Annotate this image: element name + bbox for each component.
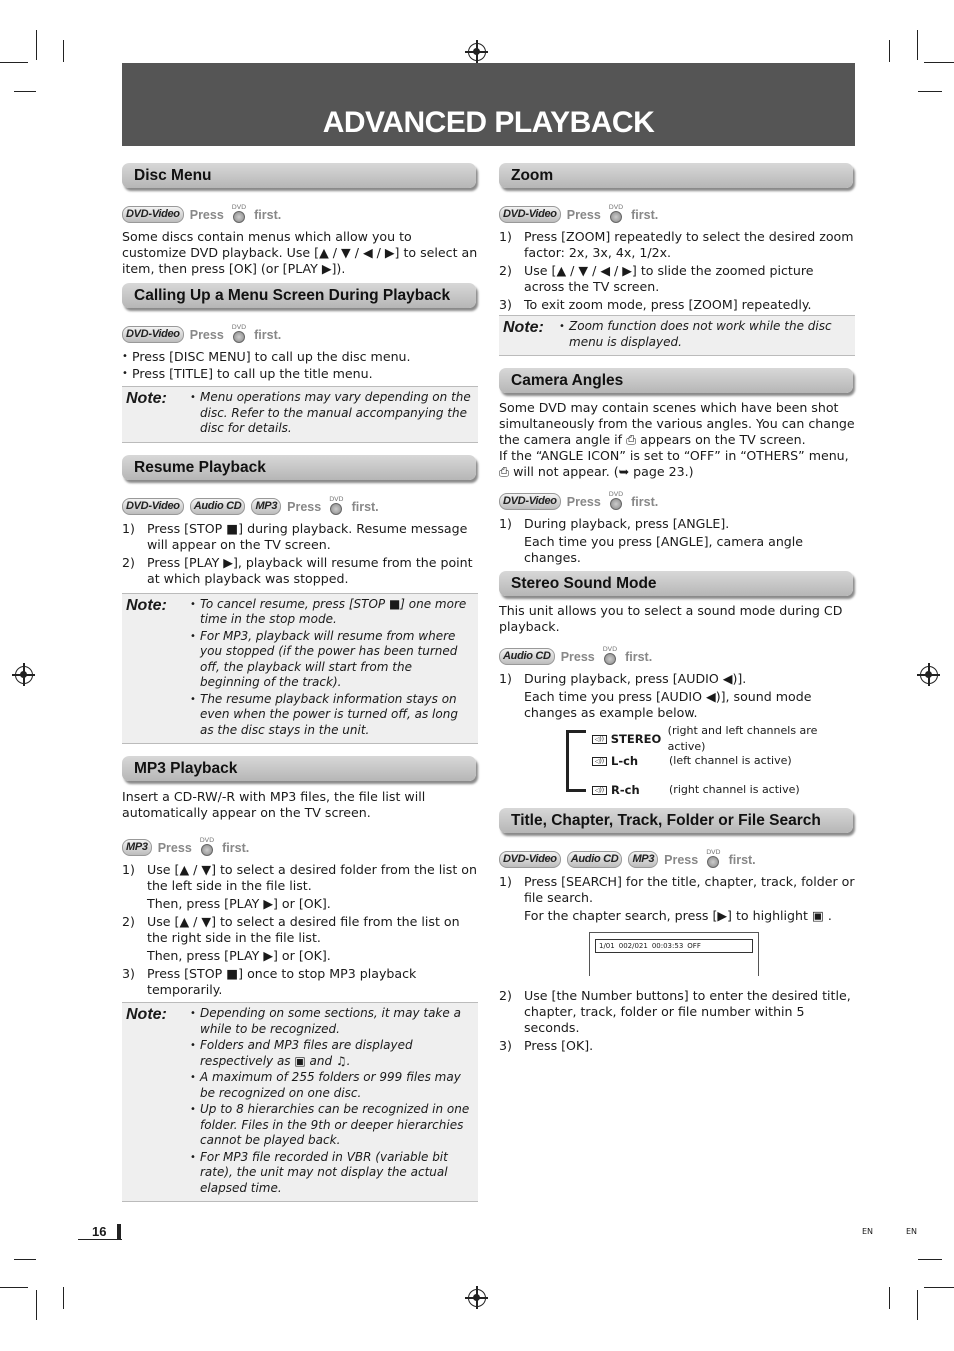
osd-repeat: OFF (687, 942, 701, 950)
dvd-button-icon: DVD (200, 836, 214, 856)
press-first-line (122, 489, 478, 515)
press-first-line (499, 484, 855, 510)
press-first-line (122, 830, 478, 856)
dvd-video-badge: DVD-Video (122, 206, 184, 223)
step-sub: For the chapter search, press [▶] to highlight ▣ . (524, 908, 832, 923)
stereo-text: This unit allows you to select a sound mode during CD playback. (499, 603, 843, 634)
search-osd-illustration (589, 932, 759, 980)
press-label: Press (560, 650, 595, 664)
section-heading-search: Title, Chapter, Track, Folder or File Search (499, 808, 853, 833)
crop-mark (0, 1287, 28, 1288)
left-column (122, 163, 478, 1202)
first-label: first. (254, 328, 282, 342)
page-number-bar (117, 1224, 121, 1239)
step-item: 3) To exit zoom mode, press [ZOOM] repeatedly. (499, 297, 812, 312)
crop-mark (889, 1287, 890, 1309)
step-item: 1) During playback, press [ANGLE]. (499, 516, 730, 531)
step-item: 1) Press [ZOOM] repeatedly to select the desired zoom factor: 2x, 3x, 4x, 1/2x. (499, 229, 854, 260)
audio-cd-badge: Audio CD (567, 851, 623, 868)
first-label: first. (631, 208, 659, 222)
audio-cd-badge: Audio CD (499, 648, 555, 665)
step-sub: Then, press [PLAY ▶] or [OK]. (147, 896, 331, 911)
step-item: 2) Press [PLAY ▶], playback will resume from the point at which playback was stopped. (122, 554, 473, 586)
press-label: Press (566, 495, 601, 509)
crop-mark (917, 1290, 918, 1320)
crop-mark (918, 1259, 942, 1260)
crop-mark (36, 1290, 37, 1320)
step-item: 1) Press [SEARCH] for the title, chapter, track, folder or file search. (499, 874, 855, 905)
language-tag: EN (906, 1227, 918, 1236)
crop-mark (917, 30, 918, 60)
audio-cd-badge: Audio CD (190, 498, 246, 515)
mp3-badge: MP3 (251, 498, 281, 515)
step-sub: Each time you press [ANGLE], camera angle changes. (524, 534, 804, 565)
step-item: 3) Press [OK]. (499, 1038, 594, 1053)
page-number-rule (78, 1239, 122, 1240)
crop-mark (918, 91, 942, 92)
dvd-video-badge: DVD-Video (122, 498, 184, 515)
press-label: Press (189, 208, 224, 222)
page-title: ADVANCED PLAYBACK (322, 106, 655, 139)
press-label: Press (189, 328, 224, 342)
press-label: Press (664, 853, 699, 867)
crop-mark (36, 30, 37, 60)
sound-mode-row: ◁)) R-ch (right channel is active) (592, 782, 800, 798)
press-first-line (499, 197, 855, 223)
step-item: 2) Use [▲ / ▼] to select a desired file from the list on the right side in the file list. (122, 914, 460, 945)
list-item: • Press [TITLE] to call up the title menu. (122, 366, 478, 382)
note-item: • Depending on some sections, it may take a while to be recognized. (190, 1006, 474, 1037)
section-heading-stereo: Stereo Sound Mode (499, 571, 853, 596)
dvd-button-icon: DVD (609, 203, 623, 223)
osd-bar (595, 939, 753, 953)
page-number: 16 (92, 1224, 107, 1239)
dvd-video-badge: DVD-Video (499, 851, 561, 868)
note-item: • The resume playback information stays on even when the power is turned off, as long as the disc stays in the unit. (190, 692, 474, 739)
press-label: Press (287, 499, 322, 514)
note-item: • For MP3, playback will resume from where you stopped (if the power has been turned off, the playback will start from the beginning of the track). (190, 629, 474, 691)
dvd-video-badge: DVD-Video (499, 493, 561, 510)
section-heading-disc-menu: Disc Menu (122, 163, 476, 188)
section-heading-camera-angles: Camera Angles (499, 368, 853, 393)
right-column (499, 163, 855, 1056)
step-sub: Each time you press [AUDIO ◀)], sound mode changes as example below. (524, 689, 812, 720)
dvd-button-icon: DVD (232, 203, 246, 223)
registration-mark-icon (468, 43, 486, 61)
dvd-button-icon: DVD (603, 645, 617, 665)
registration-mark-icon (15, 666, 33, 684)
step-item: 3) Press [STOP ■] once to stop MP3 playback temporarily. (122, 966, 417, 997)
sound-mode-row: ◁)) L-ch (left channel is active) (592, 753, 792, 769)
press-first-line (499, 842, 855, 868)
registration-mark-icon (468, 1289, 486, 1307)
note-item: • Zoom function does not work while the disc menu is displayed. (559, 319, 851, 350)
cycle-arrow-icon (566, 730, 586, 792)
disc-menu-text: Some discs contain menus which allow you to customize DVD playback. Use [▲ / ▼ / ◀ / ▶] to select an item, then press [OK] (or [PLAY ▶]). (122, 229, 478, 276)
sound-mode-diagram (499, 723, 855, 799)
dvd-button-icon: DVD (706, 848, 720, 868)
note-box (499, 315, 855, 356)
sound-mode-row: ◁)) STEREO (right and left channels are active) (592, 723, 855, 755)
note-label: Note: (503, 319, 544, 336)
note-label: Note: (126, 1006, 167, 1023)
dvd-button-icon: DVD (609, 490, 623, 510)
section-heading-calling-menu: Calling Up a Menu Screen During Playback (122, 283, 476, 308)
mp3-badge: MP3 (122, 839, 152, 856)
note-item: • A maximum of 255 folders or 999 files may be recognized on one disc. (190, 1070, 474, 1101)
osd-time: 00:03:53 (651, 942, 684, 950)
crop-mark (63, 40, 64, 62)
crop-mark (924, 62, 954, 63)
note-label: Note: (126, 390, 167, 407)
osd-chapter: 002/021 (618, 942, 648, 950)
language-tag: EN (862, 1227, 874, 1236)
step-sub: Then, press [PLAY ▶] or [OK]. (147, 948, 331, 963)
step-item: 2) Use [the Number buttons] to enter the desired title, chapter, track, folder or file number within 5 seconds. (499, 988, 851, 1035)
mp3-intro-text: Insert a CD-RW/-R with MP3 files, the file list will automatically appear on the TV screen. (122, 789, 426, 820)
step-item: 1) During playback, press [AUDIO ◀)]. (499, 671, 747, 686)
crop-mark (14, 91, 36, 92)
crop-mark (889, 40, 890, 62)
dvd-button-icon: DVD (329, 495, 343, 515)
step-item: 1) Press [STOP ■] during playback. Resume message will appear on the TV screen. (122, 520, 468, 552)
press-first-line (122, 317, 478, 343)
first-label: first. (222, 841, 250, 855)
press-label: Press (566, 208, 601, 222)
crop-mark (0, 62, 28, 63)
note-item: • Folders and MP3 files are displayed respectively as ▣ and ♫. (190, 1038, 474, 1069)
press-label: Press (157, 841, 192, 855)
audio-icon: ◁)) (592, 757, 607, 766)
press-first-line (122, 197, 478, 223)
first-label: first. (728, 853, 756, 867)
title-banner (122, 63, 855, 146)
dvd-button-icon: DVD (232, 323, 246, 343)
first-label: first. (631, 495, 659, 509)
dvd-video-badge: DVD-Video (499, 206, 561, 223)
step-item: 2) Use [▲ / ▼ / ◀ / ▶] to slide the zoomed picture across the TV screen. (499, 263, 814, 294)
step-item: 1) Use [▲ / ▼] to select a desired folder from the list on the left side in the file list. (122, 862, 477, 893)
camera-text-2: If the “ANGLE ICON” is set to “OFF” in “OTHERS” menu, ⎙ will not appear. (➥ page 23.) (499, 448, 849, 479)
crop-mark (924, 1287, 954, 1288)
press-first-line (499, 639, 855, 665)
section-heading-mp3: MP3 Playback (122, 756, 476, 781)
first-label: first. (351, 499, 379, 514)
osd-title: 1/01 (599, 942, 615, 950)
section-heading-zoom: Zoom (499, 163, 853, 188)
list-item: • Press [DISC MENU] to call up the disc menu. (122, 349, 478, 365)
dvd-video-badge: DVD-Video (122, 326, 184, 343)
crop-mark (63, 1287, 64, 1309)
audio-icon: ◁)) (592, 786, 607, 795)
note-box (122, 593, 478, 745)
crop-mark (14, 1259, 36, 1260)
camera-text: Some DVD may contain scenes which have been shot simultaneously from the various angles. You can change the camera angle if ⎙ appears on the TV screen. (499, 400, 855, 447)
audio-icon: ◁)) (592, 735, 607, 744)
mp3-badge: MP3 (628, 851, 658, 868)
note-label: Note: (126, 596, 167, 614)
note-item: • Menu operations may vary depending on the disc. Refer to the manual accompanying the disc for details. (190, 390, 474, 437)
registration-mark-icon (920, 666, 938, 684)
note-item: • To cancel resume, press [STOP ■] one more time in the stop mode. (190, 597, 474, 628)
note-item: • Up to 8 hierarchies can be recognized in one folder. Files in the 9th or deeper hierarchies cannot be played back. (190, 1102, 474, 1149)
first-label: first. (254, 208, 282, 222)
note-item: • For MP3 file recorded in VBR (variable bit rate), the unit may not display the actual elapsed time. (190, 1150, 474, 1197)
first-label: first. (625, 650, 653, 664)
section-heading-resume: Resume Playback (122, 455, 476, 480)
note-box (122, 386, 478, 443)
note-box (122, 1002, 478, 1202)
